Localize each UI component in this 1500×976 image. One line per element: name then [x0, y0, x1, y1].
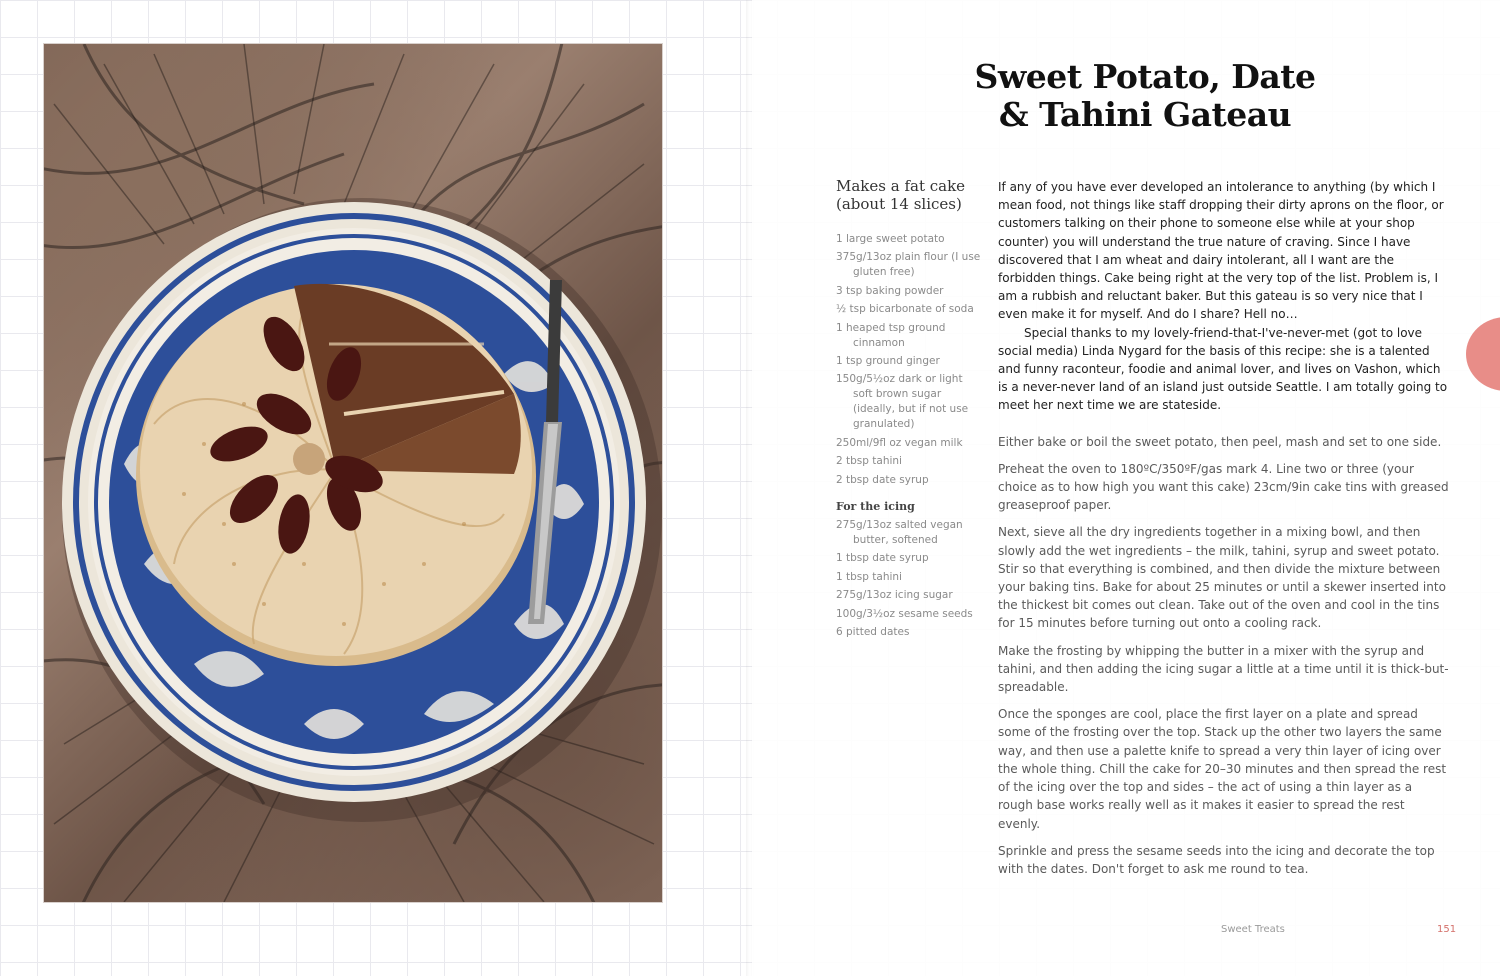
recipe-title [905, 58, 1385, 134]
ingredient-item: 1 tsp ground ginger [836, 354, 940, 367]
icing-ingredient-list [836, 518, 981, 643]
cake-illustration [44, 44, 662, 902]
ingredient-item: 250ml/9fl oz vegan milk [836, 436, 963, 449]
left-page [0, 0, 748, 976]
ingredient-item: 1 large sweet potato [836, 233, 945, 245]
ingredient-item: 3 tsp baking powder [836, 284, 944, 297]
ingredient-item: 2 tbsp tahini [836, 455, 902, 468]
method-step: Sprinkle and press the sesame seeds into the icing and decorate the top with the dates. Don't forget to ask me round to tea. [998, 843, 1435, 876]
icing-ingredient-item: 100g/3½oz sesame seeds [836, 607, 973, 620]
ingredient-item: 375g/13oz plain flour (I use gluten free) [836, 251, 981, 279]
cake-photo [44, 44, 662, 902]
intro-paragraph-2: Special thanks to my lovely-friend-that-I've-never-met (got to love social media) Linda Nygard for the basis of this recipe: she is a talented and funny raconteur, foodie and animal lover, and lives on Vashon, which is a never-never land of an island just outside Seattle. I am totally going to meet her next time we are stateside. [998, 325, 1448, 413]
method-step: Preheat the oven to 180ºC/350ºF/gas mark 4. Line two or three (your choice as to how high you want this cake) 23cm/9in cake tins with greased greaseproof paper. [998, 461, 1449, 513]
method-step: Make the frosting by whipping the butter in a mixer with the syrup and tahini, and then adding the icing sugar a little at a time until it is thick-but-spreadable. [998, 643, 1449, 695]
icing-ingredient-item: 275g/13oz salted vegan butter, softened [836, 519, 963, 546]
intro-paragraph: If any of you have ever developed an intolerance to anything (by which I mean food, not things like staff dropping their dirty aprons on the floor, or customers talking on their phone to someone else while at your shop counter) you will understand the true nature of craving. Since I have discovered that I am wheat and dairy intolerant, all I want are the forbidden things. Cake being right at the very top of the list. Problem is, I am a rubbish and reluctant baker. But this gateau is so very nice that I even make it for myself. And do I share? Hell no… [998, 180, 1444, 322]
icing-ingredient-item: 6 pitted dates [836, 625, 910, 638]
ingredient-item: 150g/5½oz dark or light soft brown sugar (ideally, but if not use granulated) [836, 373, 969, 431]
title-line-1: Sweet Potato, Date [974, 57, 1316, 96]
icing-ingredient-item: 1 tbsp tahini [836, 570, 902, 583]
serves-info [836, 177, 986, 213]
serves-line-2: (about 14 slices) [836, 195, 962, 213]
ingredient-item: 2 tbsp date syrup [836, 473, 929, 486]
method-step: Once the sponges are cool, place the first layer on a plate and spread some of the frosting over the top. Stack up the other two layers the same way, and then use a palette knife to spread a very thin layer of icing over the whole thing. Chill the cake for 20–30 minutes and then spread the rest of the icing over the top and sides – the act of using a thin layer as a rough base works really well as it makes it easier to spread the rest evenly. [998, 707, 1447, 831]
ingredient-item: ½ tsp bicarbonate of soda [836, 303, 974, 316]
footer-section-name: Sweet Treats [1221, 924, 1285, 935]
icing-ingredient-item: 1 tbsp date syrup [836, 552, 929, 565]
serves-line-1: Makes a fat cake [836, 177, 966, 195]
method-step: Next, sieve all the dry ingredients together in a mixing bowl, and then slowly add the wet ingredients – the milk, tahini, syrup and sweet potato. Stir so that everything is combined, and then divide the mixture between your baking tins. Bake for about 25 minutes or until a skewer inserted into the thickest bit comes out clean. Take out of the oven and cool in the tins for 15 minutes before turning out onto a cooling rack. [998, 525, 1446, 631]
page-number: 151 [1437, 924, 1457, 935]
ingredient-list [836, 232, 981, 491]
ingredient-item: 1 heaped tsp ground cinnamon [836, 321, 946, 349]
method-text [998, 178, 1450, 878]
icing-heading: For the icing [836, 500, 915, 513]
method-step: Either bake or boil the sweet potato, then peel, mash and set to one side. [998, 434, 1442, 449]
title-line-2: & Tahini Gateau [998, 95, 1292, 134]
icing-ingredient-item: 275g/13oz icing sugar [836, 589, 953, 602]
